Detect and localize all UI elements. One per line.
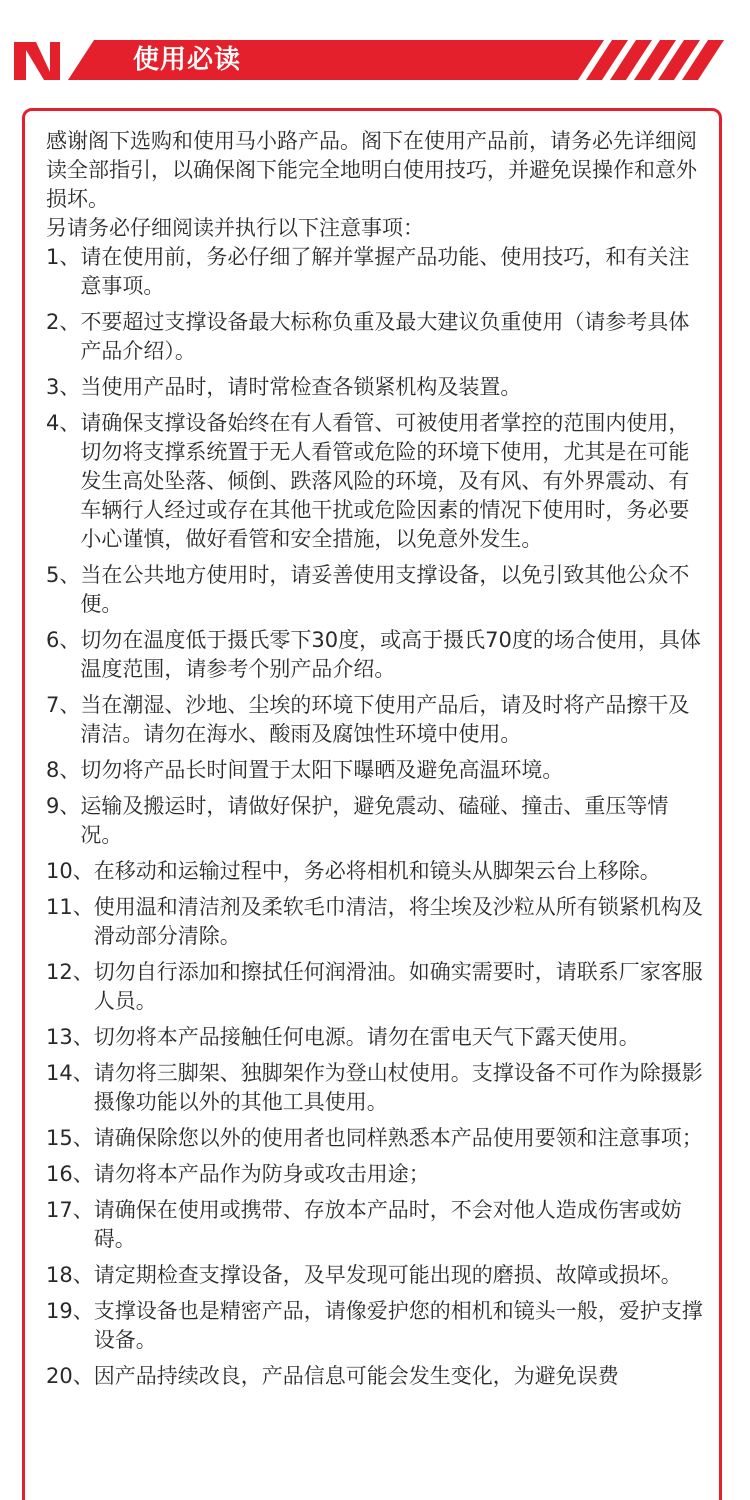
logo-diagonal: [26, 42, 50, 80]
list-item-text: 请确保支撑设备始终在有人看管、可被使用者掌控的范围内使用，切勿将支撑系统置于无人看管或危险的环境下使用，尤其是在可能发生高处坠落、倾倒、跌落风险的环境，及有风、有外界震动、有车辆行人经过或存在其他干扰或危险因素的情况下使用时，务必要小心谨慎，做好看管和安全措施，以免意外发生。: [80, 411, 690, 551]
notes-list: [46, 243, 706, 1391]
list-item-text: 请勿将三脚架、独脚架作为登山杖使用。支撑设备不可作为除摄影摄像功能以外的其他工具使用。: [93, 1061, 703, 1114]
content: [46, 127, 706, 1391]
list-item: [46, 409, 706, 554]
list-item-number: 11、: [46, 895, 94, 919]
list-item-number: 17、: [46, 1198, 94, 1222]
intro: [46, 127, 706, 243]
list-item-text: 切勿自行添加和擦拭任何润滑油。如确实需要时，请联系厂家客服人员。: [93, 960, 703, 1013]
logo-bar-left: [14, 42, 26, 80]
list-item: [46, 1297, 706, 1355]
header-banner-graphic: [0, 36, 750, 84]
list-item-text: 切勿在温度低于摄氏零下30度，或高于摄氏70度的场合使用，具体温度范围，请参考个别产品介绍。: [80, 628, 701, 681]
list-item: [46, 243, 706, 301]
list-item-number: 10、: [46, 859, 94, 883]
list-item: [46, 756, 706, 785]
list-item-text: 当使用产品时，请时常检查各锁紧机构及装置。: [80, 375, 522, 399]
list-item: [46, 857, 706, 886]
list-item: [46, 1023, 706, 1052]
list-item-text: 请确保在使用或携带、存放本产品时，不会对他人造成伤害或妨碍。: [93, 1198, 682, 1251]
page-title: 使用必读: [133, 45, 242, 75]
list-item-number: 6、: [46, 628, 81, 652]
list-item-number: 7、: [46, 693, 81, 717]
list-item-number: 20、: [46, 1364, 94, 1388]
list-item-number: 19、: [46, 1299, 94, 1323]
list-item: [46, 1059, 706, 1117]
list-item: [46, 308, 706, 366]
list-item-number: 2、: [46, 310, 81, 334]
list-item: [46, 626, 706, 684]
list-item-text: 请定期检查支撑设备，及早发现可能出现的磨损、故障或损坏。: [93, 1263, 682, 1287]
list-item-number: 18、: [46, 1263, 94, 1287]
list-item-text: 当在潮湿、沙地、尘埃的环境下使用产品后，请及时将产品擦干及清洁。请勿在海水、酸雨及腐蚀性环境中使用。: [80, 693, 690, 746]
list-item-number: 9、: [46, 794, 81, 818]
list-item-text: 请确保除您以外的使用者也同样熟悉本产品使用要领和注意事项；: [93, 1126, 703, 1150]
intro-lead: 另请务必仔细阅读并执行以下注意事项：: [46, 216, 424, 240]
list-item: [46, 958, 706, 1016]
content-frame: [22, 108, 722, 1500]
list-item-number: 8、: [46, 758, 81, 782]
list-item-text: 切勿将本产品接触任何电源。请勿在雷电天气下露天使用。: [93, 1025, 640, 1049]
list-item-number: 12、: [46, 960, 94, 984]
list-item-text: 当在公共地方使用时，请妥善使用支撑设备，以免引致其他公众不便。: [80, 563, 690, 616]
list-item-number: 15、: [46, 1126, 94, 1150]
list-item-text: 运输及搬运时，请做好保护，避免震动、磕碰、撞击、重压等情况。: [80, 794, 669, 847]
list-item: [46, 1261, 706, 1290]
list-item-number: 16、: [46, 1162, 94, 1186]
logo-bar-right: [50, 42, 60, 80]
list-item-text: 请勿将本产品作为防身或攻击用途；: [93, 1162, 430, 1186]
list-item: [46, 792, 706, 850]
list-item: [46, 1124, 706, 1153]
list-item-number: 3、: [46, 375, 81, 399]
list-item: [46, 1160, 706, 1189]
list-item-text: 在移动和运输过程中，务必将相机和镜头从脚架云台上移除。: [93, 859, 661, 883]
list-item: [46, 691, 706, 749]
list-item-text: 使用温和清洁剂及柔软毛巾清洁，将尘埃及沙粒从所有锁紧机构及滑动部分清除。: [93, 895, 703, 948]
list-item-text: 请在使用前，务必仔细了解并掌握产品功能、使用技巧，和有关注意事项。: [80, 245, 690, 298]
list-item: [46, 1362, 706, 1391]
list-item-number: 14、: [46, 1061, 94, 1085]
list-item-text: 不要超过支撑设备最大标称负重及最大建议负重使用（请参考具体产品介绍）。: [80, 310, 690, 363]
header-banner: [0, 36, 750, 84]
list-item: [46, 561, 706, 619]
intro-paragraph: 感谢阁下选购和使用马小路产品。阁下在使用产品前，请务必先详细阅读全部指引，以确保阁下能完全地明白使用技巧，并避免误操作和意外损坏。: [46, 129, 697, 211]
list-item-text: 支撑设备也是精密产品，请像爱护您的相机和镜头一般，爱护支撑设备。: [93, 1299, 703, 1352]
list-item: [46, 893, 706, 951]
list-item-text: 切勿将产品长时间置于太阳下曝晒及避免高温环境。: [80, 758, 564, 782]
list-item-number: 13、: [46, 1025, 94, 1049]
list-item-text: 因产品持续改良，产品信息可能会发生变化，为避免误费: [93, 1364, 619, 1388]
list-item-number: 5、: [46, 563, 81, 587]
list-item: [46, 1196, 706, 1254]
list-item: [46, 373, 706, 402]
list-item-number: 4、: [46, 411, 81, 435]
list-item-number: 1、: [46, 245, 81, 269]
